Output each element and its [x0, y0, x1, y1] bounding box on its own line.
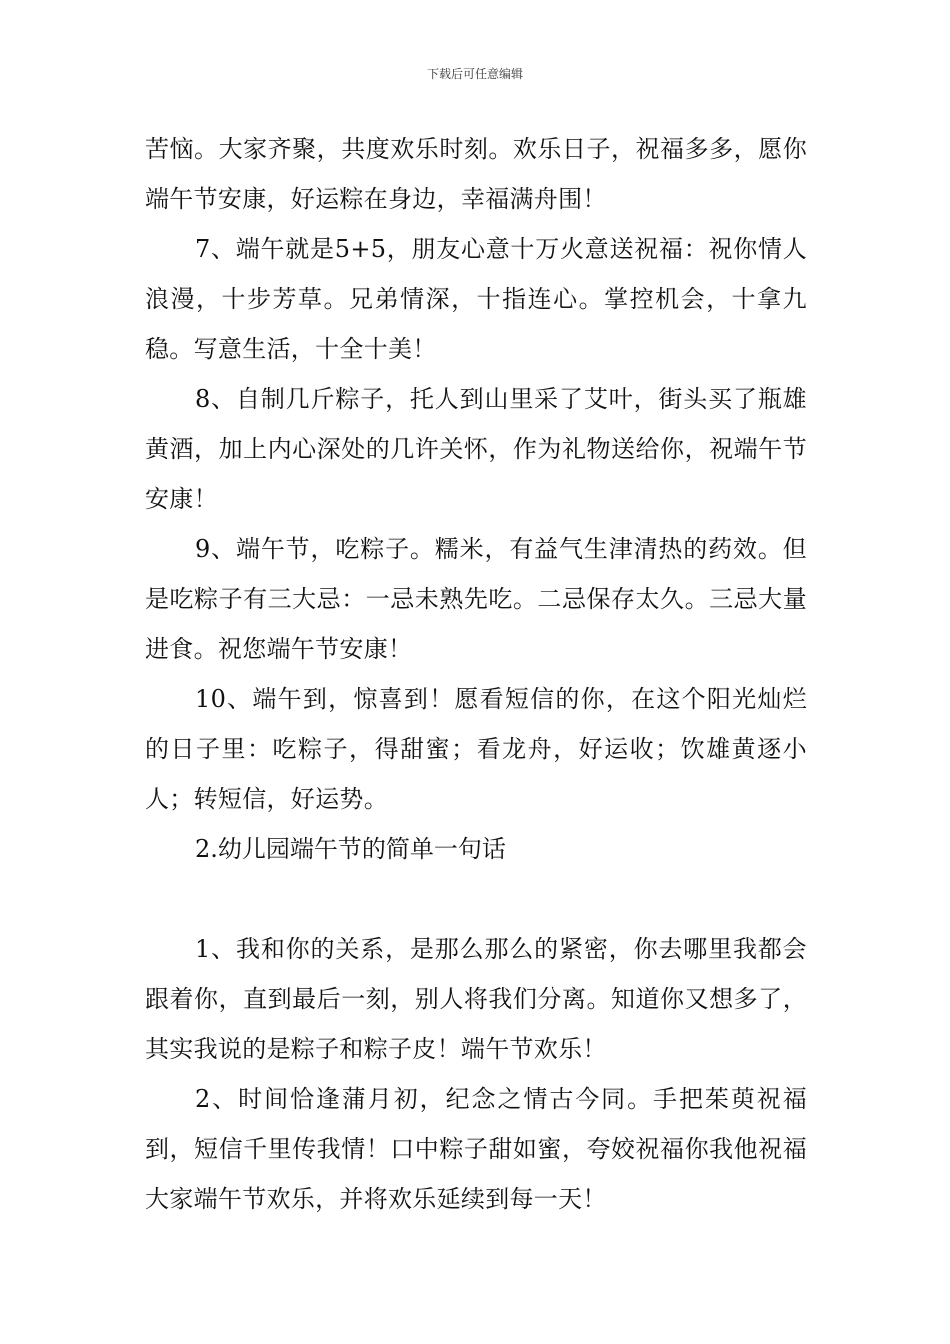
paragraph-item-8: 8、自制几斤粽子，托人到山里采了艾叶，街头买了瓶雄黄酒，加上内心深处的几许关怀，作为礼物送给你，祝端午节安康！ [145, 385, 807, 513]
paragraph-item-9: 9、端午节，吃粽子。糯米，有益气生津清热的药效。但是吃粽子有三大忌：一忌未熟先吃。二忌保存太久。三忌大量进食。祝您端午节安康！ [145, 535, 807, 663]
paragraph-section-item-2: 2、时间恰逢蒲月初，纪念之情古今同。手把茱萸祝福到，短信千里传我情！口中粽子甜如蜜，夸姣祝福你我他祝福大家端午节欢乐，并将欢乐延续到每一天！ [145, 1085, 807, 1213]
paragraph-item-7: 7、端午就是5+5，朋友心意十万火意送祝福：祝你情人浪漫，十步芳草。兄弟情深，十指连心。掌控机会，十拿九稳。写意生活，十全十美！ [145, 235, 807, 363]
header-note: 下载后可任意编辑 [426, 67, 523, 81]
paragraph-item-10: 10、端午到，惊喜到！愿看短信的你，在这个阳光灿烂的日子里：吃粽子，得甜蜜；看龙舟，好运收；饮雄黄逐小人；转短信，好运势。 [145, 685, 807, 813]
paragraph-section-item-1: 1、我和你的关系，是那么那么的紧密，你去哪里我都会跟着你，直到最后一刻，别人将我们分离。知道你又想多了，其实我说的是粽子和粽子皮！端午节欢乐！ [145, 935, 807, 1063]
document-body [145, 124, 807, 1224]
blank-line [145, 874, 807, 924]
paragraph-continued: 苦恼。大家齐聚，共度欢乐时刻。欢乐日子，祝福多多，愿你端午节安康，好运粽在身边，幸福满舟围！ [145, 135, 807, 213]
section-heading: 2.幼儿园端午节的简单一句话 [195, 835, 506, 863]
